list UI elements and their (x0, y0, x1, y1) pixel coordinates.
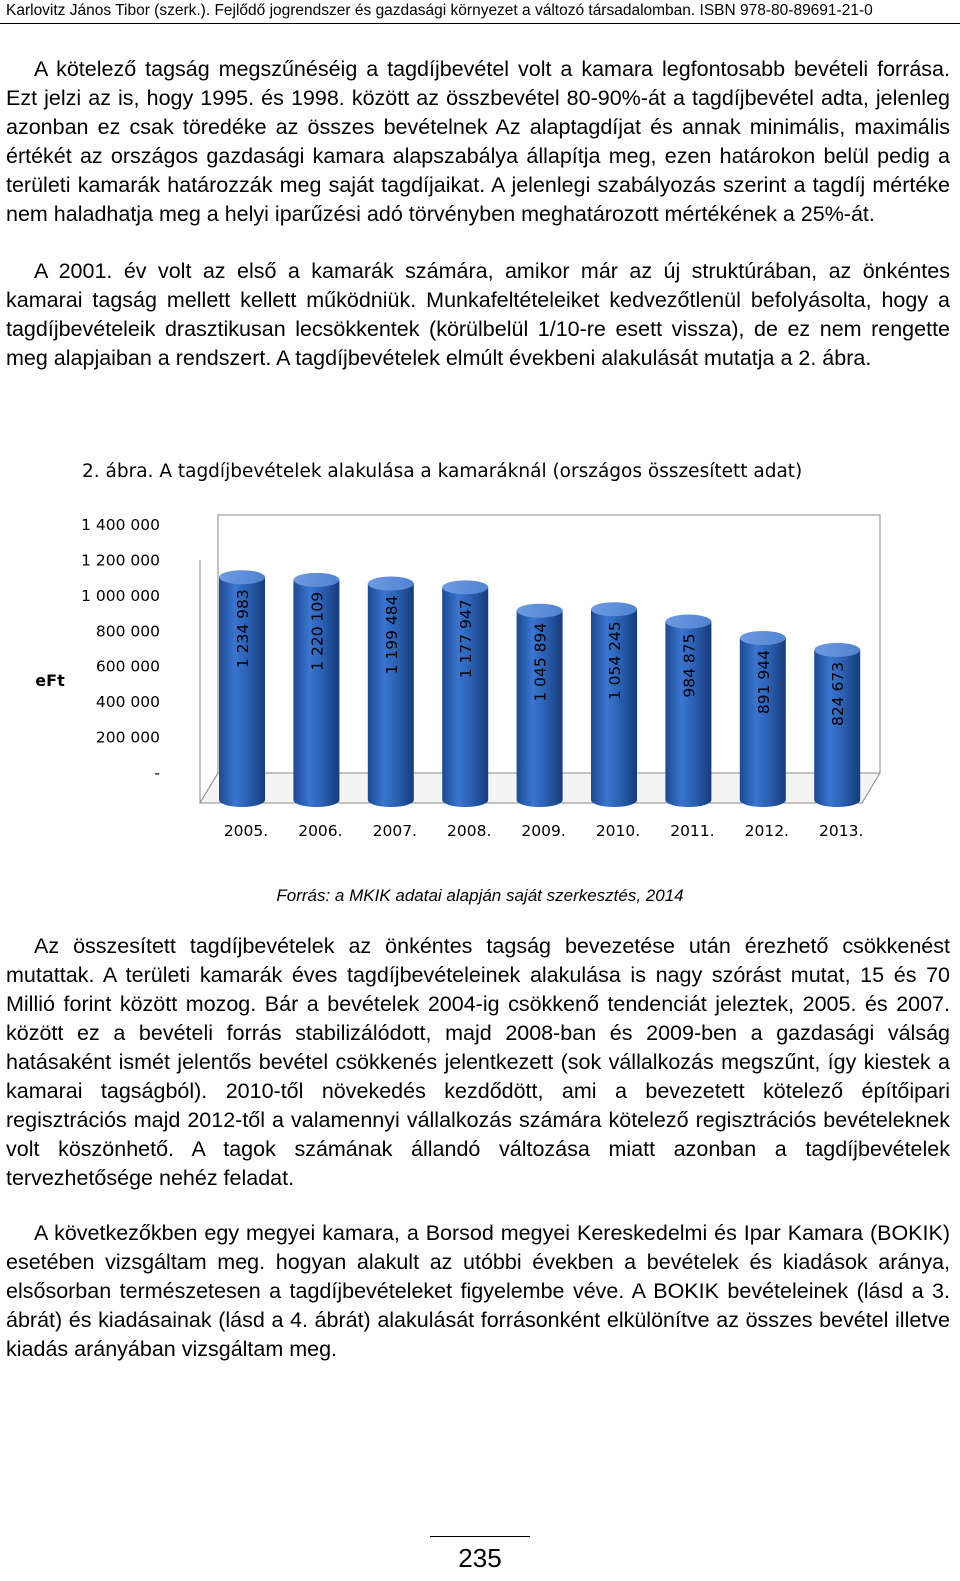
bar-group (665, 615, 711, 807)
footer-rule (430, 1536, 530, 1537)
bar-value-label: 1 220 109 (308, 591, 327, 671)
x-tick-label: 2009. (521, 822, 566, 840)
bar-value-label: 1 199 484 (382, 595, 401, 675)
y-tick-label: 600 000 (95, 657, 160, 676)
bar-top (740, 631, 786, 645)
page-number: 235 (458, 1543, 502, 1573)
y-axis (35, 516, 160, 782)
bar-top (368, 577, 414, 591)
x-axis (224, 822, 864, 840)
bar-group (368, 577, 414, 807)
bar-chart (0, 500, 960, 850)
bar-top (591, 602, 637, 616)
bar-value-label: 1 177 947 (457, 599, 476, 679)
bar-group (740, 631, 786, 807)
figure-source: Forrás: a MKIK adatai alapján saját szerkesztés, 2014 (276, 886, 684, 905)
bar-top (442, 580, 488, 594)
paragraph-2 (6, 257, 950, 373)
paragraph-1-text: A kötelező tagság megszűnéséig a tagdíjbevétel volt a kamara legfontosabb bevételi forrása. Ezt jelzi az is, hogy 1995. és 1998. között az összbevétel 80-90%-át a tagdíjbevétel adta, jelenleg azonban ez csak töredéke az összes bevételnek Az alaptagdíjat és annak minimális, maximális értékét az országos gazdasági kamara alapszabálya állapítja meg, ezen határokon belül pedig a területi kamarák határozzák meg saját tagdíjaikat. A jelenlegi szabályozás szerint a tagdíj mértéke nem haladhatja meg a helyi iparűzési adó törvényben meghatározott mértékének a 25%-át. (6, 57, 950, 226)
running-header: Karlovitz János Tibor (szerk.). Fejlődő jogrendszer és gazdasági környezet a változó társadalomban. ISBN 978-80-89691-21-0 (0, 0, 960, 24)
x-tick-label: 2010. (595, 822, 641, 840)
bar-top (665, 615, 711, 629)
paragraph-1 (6, 55, 950, 229)
bar-value-label: 824 673 (829, 661, 848, 727)
bar-top (219, 570, 265, 584)
x-tick-label: 2008. (447, 822, 492, 840)
y-tick-label: - (154, 764, 160, 782)
bars (219, 570, 860, 807)
bar-value-label: 1 045 894 (531, 622, 550, 702)
figure-title: 2. ábra. A tagdíjbevételek alakulása a kamaráknál (országos összesített adat) (82, 461, 803, 482)
bar-group (591, 602, 637, 807)
y-tick-label: 800 000 (95, 622, 160, 641)
paragraph-3 (6, 932, 950, 1193)
x-tick-label: 2007. (372, 822, 417, 840)
y-tick-label: 1 200 000 (81, 551, 160, 570)
paragraph-3-text: Az összesített tagdíjbevételek az önkéntes tagság bevezetése után érezhető csökkenést mutattak. A területi kamarák éves tagdíjbevételeinek alakulása is nagy szórást mutat, 15 és 70 Millió forint között mozog. Bár a bevételek 2004-ig csökkenő tendenciát jeleztek, 2005. és 2007. között ez a bevételi forrás stabilizálódott, majd 2008-ban és 2009-ben a gazdasági válság hatásaként ismét jelentős bevétel csökkenés jelentkezett (sok vállalkozás megszűnt, így kiestek a kamarai tagságból). 2010-től növekedés kezdődött, ami a bevezetett kötelező építőipari regisztrációs majd 2012-től a valamennyi vállalkozás számára kötelező regisztrációs bevételeknek volt köszönhető. A tagok számának állandó változása miatt azonban a tagdíjbevételek tervezhetősége nehéz feladat. (6, 934, 950, 1190)
y-tick-label: 1 000 000 (81, 586, 160, 605)
bar-top (293, 573, 339, 587)
x-tick-label: 2006. (298, 822, 343, 840)
bar-group (219, 570, 265, 807)
y-axis-label: eFt (35, 671, 65, 690)
x-tick-label: 2012. (744, 822, 789, 840)
bar-group (814, 643, 860, 807)
bar-value-label: 984 875 (680, 633, 699, 698)
bar-top (517, 604, 563, 618)
y-tick-label: 200 000 (95, 728, 160, 747)
y-tick-label: 1 400 000 (81, 516, 160, 534)
x-tick-label: 2013. (819, 822, 864, 840)
bar-top (814, 643, 860, 657)
paragraph-2-text: A 2001. év volt az első a kamarák számára, amikor már az új struktúrában, az önkéntes kamarai tagság mellett kellett működniük. Munkafeltételeiket kedvezőtlenül befolyásolta, hogy a tagdíjbevételeik drasztikusan lecsökkentek (körülbelül 1/10-re esett vissza), de ez nem rengette meg alapjaiban a rendszert. A tagdíjbevételek elmúlt évekbeni alakulását mutatja a 2. ábra. (6, 259, 950, 370)
bar-value-label: 891 944 (754, 649, 773, 715)
paragraph-4-text: A következőkben egy megyei kamara, a Borsod megyei Kereskedelmi és Ipar Kamara (BOKIK) esetében vizsgáltam meg. hogyan alakult az utóbbi években a bevételek és kiadások aránya, elsősorban természetesen a tagdíjbevételeket figyelembe véve. A BOKIK bevételeinek (lásd a 3. ábrát) és kiadásainak (lásd a 4. ábrát) alakulását forrásonként elkülönítve az összes bevétel illetve kiadás arányában vizsgáltam meg. (6, 1221, 950, 1361)
y-tick-label: 400 000 (95, 693, 160, 712)
bar-value-label: 1 054 245 (606, 621, 624, 701)
paragraph-4 (6, 1219, 950, 1364)
bar-value-label: 1 234 983 (234, 589, 252, 669)
bar-group (293, 573, 339, 807)
x-tick-label: 2011. (670, 822, 715, 840)
bar-group (442, 580, 488, 807)
x-tick-label: 2005. (223, 822, 269, 840)
bar-group (517, 604, 563, 807)
